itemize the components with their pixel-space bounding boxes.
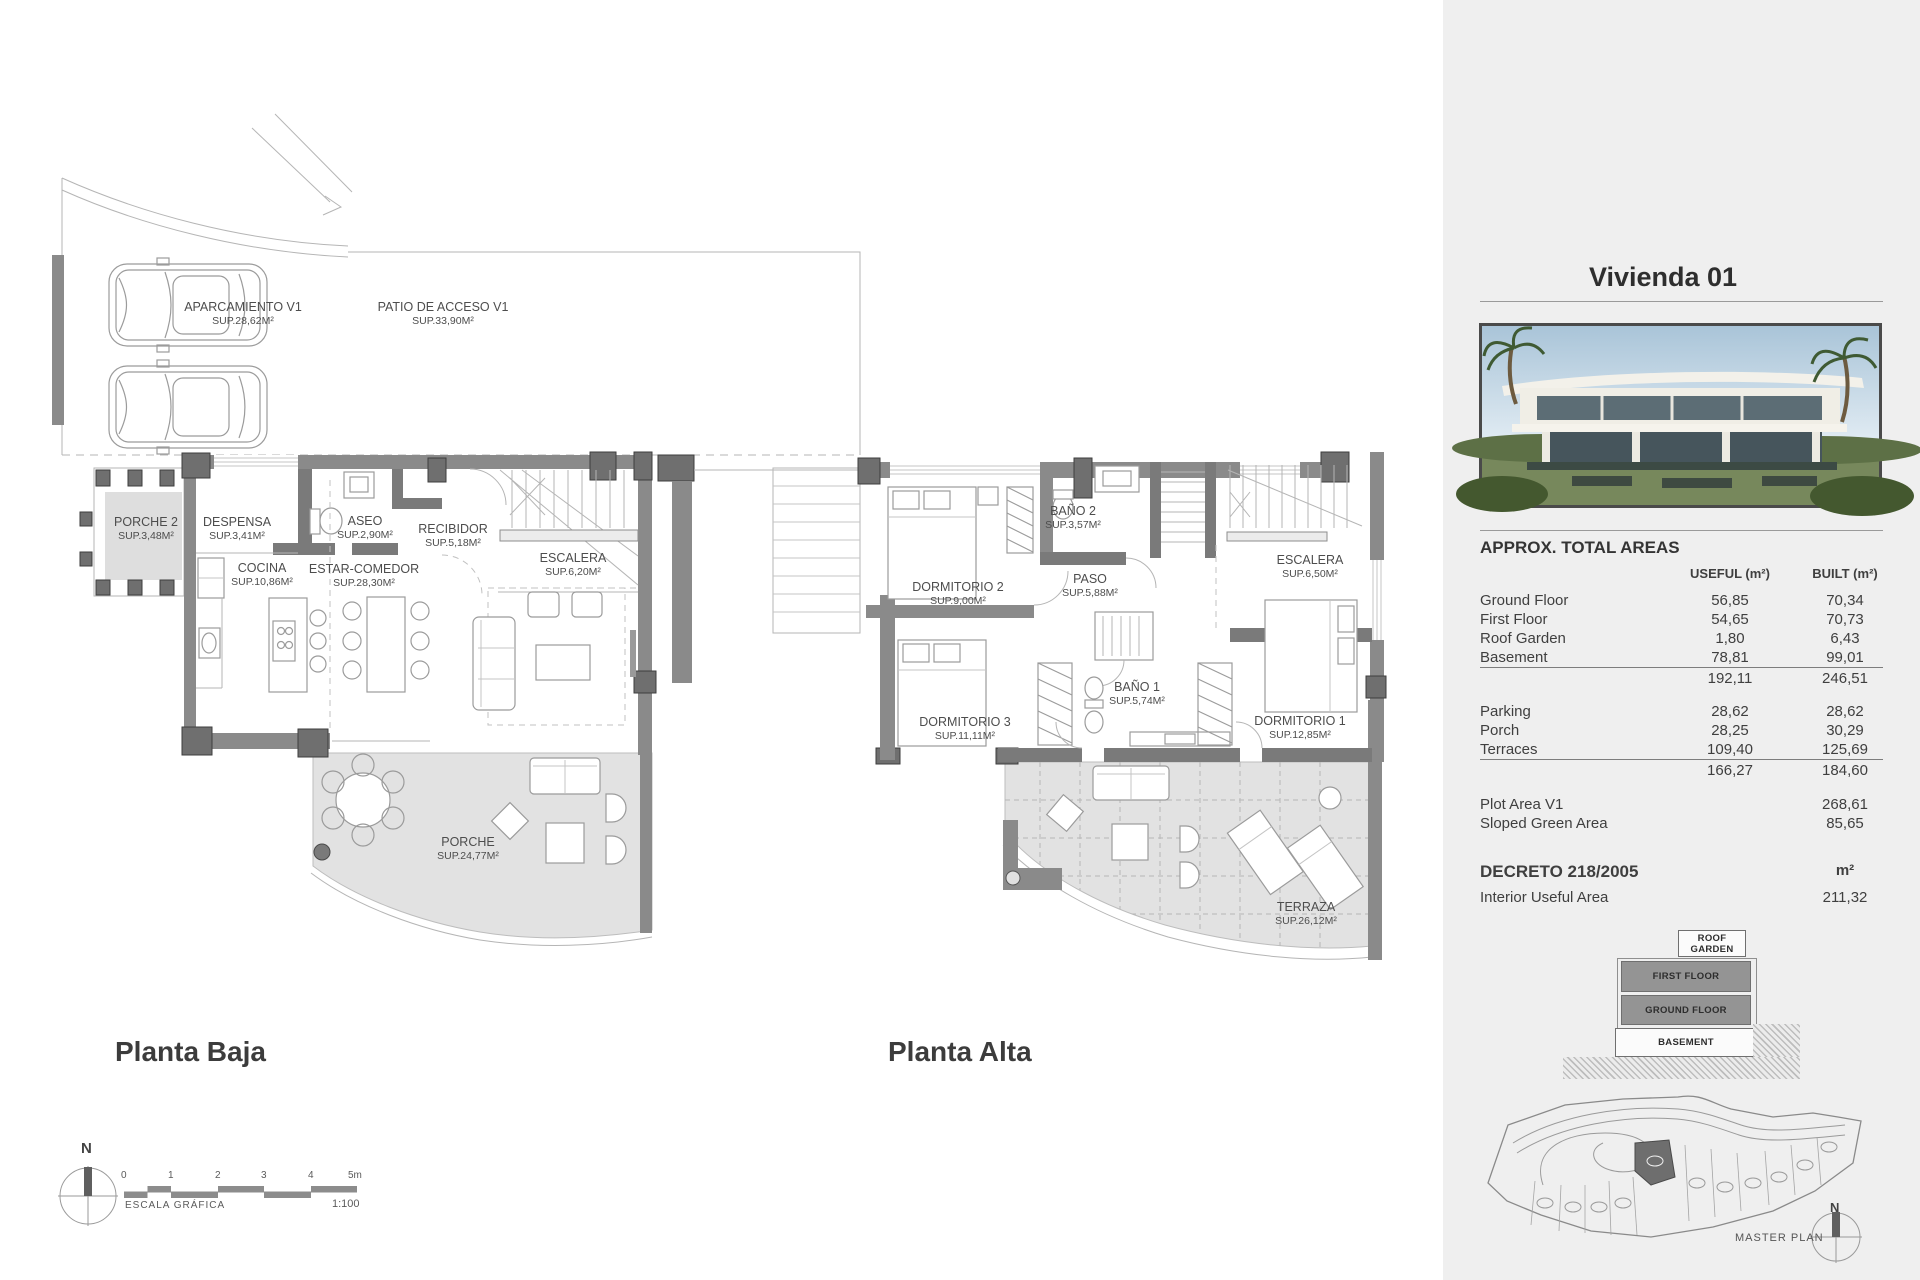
subtotal-row: 166,27 184,60 xyxy=(1480,759,1883,781)
north-label: N xyxy=(1830,1200,1840,1215)
room-label: PATIO DE ACCESO V1 SUP.33,90M² xyxy=(377,300,509,327)
ground-hatch xyxy=(1753,1024,1800,1057)
north-label: N xyxy=(81,1140,92,1157)
scale-tick: 2 xyxy=(215,1170,221,1181)
master-plan-label: MASTER PLAN xyxy=(1735,1232,1824,1244)
stack-roof-garden: ROOF GARDEN xyxy=(1678,930,1746,957)
table-row: Terraces 109,40 125,69 xyxy=(1480,741,1868,758)
ground-hatch xyxy=(1563,1057,1800,1079)
room-label: ESCALERA SUP.6,50M² xyxy=(1276,553,1344,580)
room-label: BAÑO 2 SUP.3,57M² xyxy=(1045,504,1101,531)
room-label: ASEO SUP.2,90M² xyxy=(337,514,393,541)
table-row: Porch 28,25 30,29 xyxy=(1480,722,1864,739)
scale-tick: 4 xyxy=(308,1170,314,1181)
room-label: ESTAR-COMEDOR SUP.28,30M² xyxy=(308,562,420,589)
planta-alta-title: Planta Alta xyxy=(888,1036,1032,1067)
car-icon xyxy=(109,258,267,454)
room-label: DORMITORIO 2 SUP.9,00M² xyxy=(912,580,1004,607)
room-label: BAÑO 1 SUP.5,74M² xyxy=(1109,680,1165,707)
subtotal-row: 192,11 246,51 xyxy=(1480,667,1883,689)
areas-heading: APPROX. TOTAL AREAS xyxy=(1480,538,1680,557)
room-label: TERRAZA SUP.26,12M² xyxy=(1275,900,1337,927)
scale-tick: 5m xyxy=(348,1170,362,1181)
scale-tick: 3 xyxy=(261,1170,267,1181)
table-row: First Floor 54,65 70,73 xyxy=(1480,611,1864,628)
room-label: ESCALERA SUP.6,20M² xyxy=(539,551,607,578)
room-label: APARCAMIENTO V1 SUP.28,62M² xyxy=(184,300,302,327)
table-row: Roof Garden 1,80 6,43 xyxy=(1480,630,1860,647)
planta-baja-title: Planta Baja xyxy=(115,1036,266,1067)
table-row: Sloped Green Area 85,65 xyxy=(1480,815,1864,832)
room-label: PORCHE 2 SUP.3,48M² xyxy=(114,515,178,542)
room-label: DESPENSA SUP.3,41M² xyxy=(202,515,272,542)
room-label: RECIBIDOR SUP.5,18M² xyxy=(418,522,488,549)
scale-tick: 1 xyxy=(168,1170,174,1181)
stack-basement: BASEMENT xyxy=(1615,1028,1757,1057)
scale-ratio: 1:100 xyxy=(332,1198,360,1210)
room-label: DORMITORIO 1 SUP.12,85M² xyxy=(1254,714,1346,741)
divider xyxy=(1480,301,1883,302)
stack-ground-floor: GROUND FLOOR xyxy=(1621,995,1751,1025)
villa-photo xyxy=(1479,323,1882,508)
table-header: USEFUL (m²) BUILT (m²) xyxy=(1690,566,1878,581)
room-label: PASO SUP.5,88M² xyxy=(1062,572,1118,599)
decreto-heading: DECRETO 218/2005 m² xyxy=(1480,862,1855,881)
table-row: Interior Useful Area 211,32 xyxy=(1480,889,1868,906)
room-label: DORMITORIO 3 SUP.11,11M² xyxy=(919,715,1011,742)
room-label: COCINA SUP.10,86M² xyxy=(231,561,293,588)
table-row: Plot Area V1 268,61 xyxy=(1480,796,1868,813)
table-row: Parking 28,62 28,62 xyxy=(1480,703,1864,720)
stack-first-floor: FIRST FLOOR xyxy=(1621,961,1751,992)
info-panel xyxy=(1443,0,1920,1280)
table-row: Basement 78,81 99,01 xyxy=(1480,649,1864,666)
scale-tick: 0 xyxy=(121,1170,127,1181)
room-label: PORCHE SUP.24,77M² xyxy=(437,835,499,862)
divider xyxy=(1480,530,1883,531)
scale-caption: ESCALA GRÁFICA xyxy=(125,1200,226,1211)
unit-title: Vivienda 01 xyxy=(1588,262,1738,292)
table-row: Ground Floor 56,85 70,34 xyxy=(1480,592,1864,609)
